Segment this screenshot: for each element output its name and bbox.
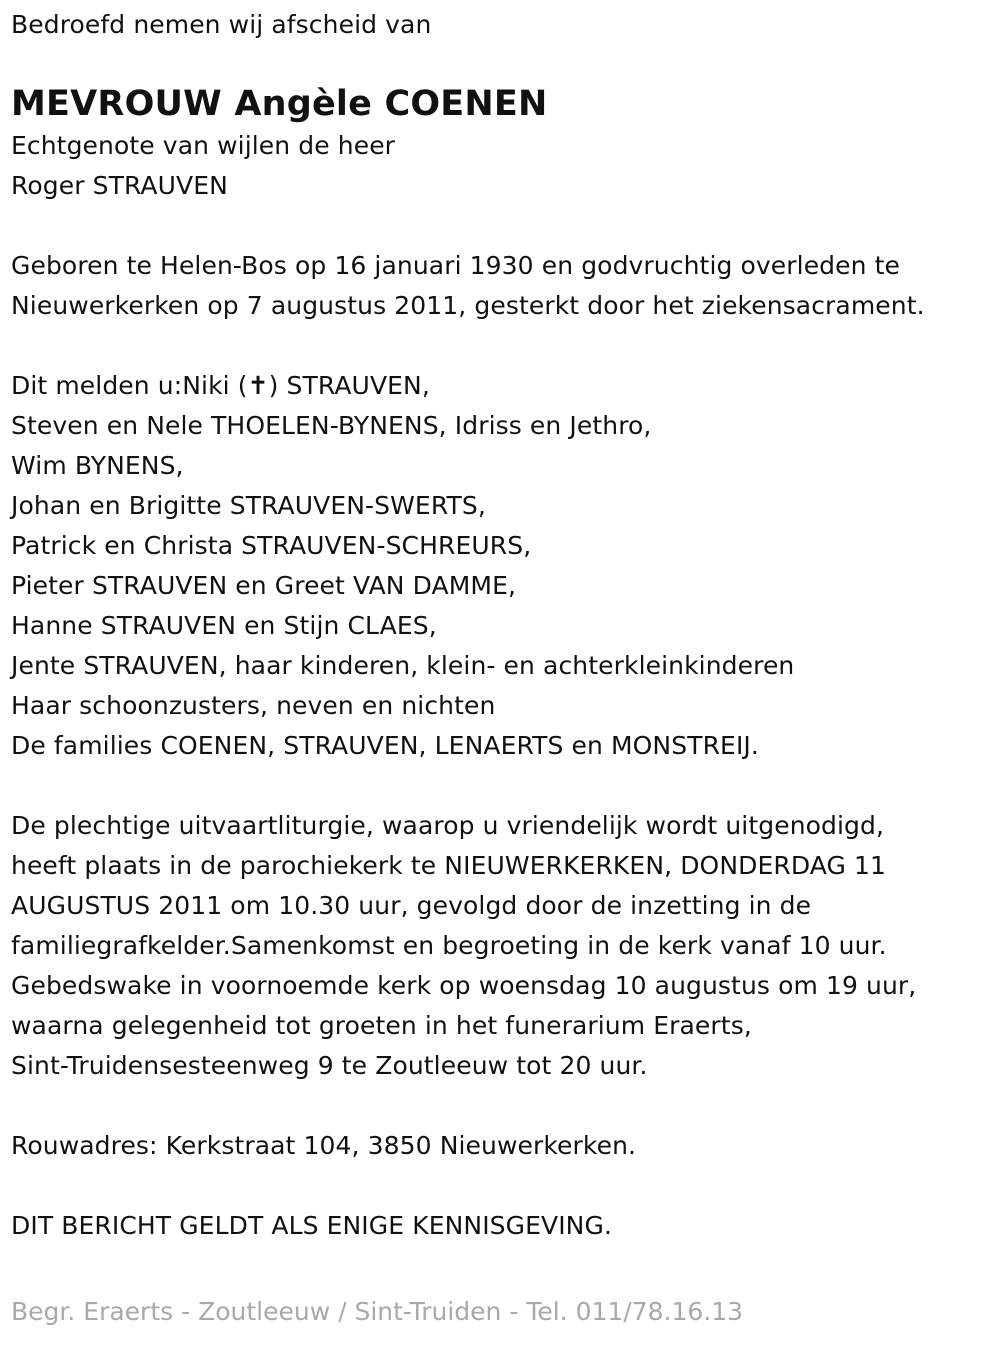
family-line: Haar schoonzusters, neven en nichten — [11, 691, 496, 720]
funeral-line: Sint-Truidensesteenweg 9 te Zoutleeuw tot 20 uur. — [11, 1051, 648, 1080]
spacer — [11, 766, 991, 806]
birth-death-line-2: Nieuwerkerken op 7 augustus 2011, gesterkt door het ziekensacrament. — [11, 291, 925, 320]
funeral-line: Gebedswake in voornoemde kerk op woensdag 10 augustus om 19 uur, — [11, 971, 917, 1000]
spouse-line-1: Echtgenote van wijlen de heer — [11, 131, 396, 160]
funeral-home-footer: Begr. Eraerts - Zoutleeuw / Sint-Truiden - Tel. 011/78.16.13 — [11, 1297, 744, 1326]
family-line: Johan en Brigitte STRAUVEN-SWERTS, — [11, 491, 486, 520]
intro-text: Bedroefd nemen wij afscheid van — [11, 10, 432, 39]
mourning-address: Rouwadres: Kerkstraat 104, 3850 Nieuwerkerken. — [11, 1131, 637, 1160]
family-line: Patrick en Christa STRAUVEN-SCHREURS, — [11, 531, 532, 560]
closing-statement: DIT BERICHT GELDT ALS ENIGE KENNISGEVING. — [11, 1211, 612, 1240]
family-line: Wim BYNENS, — [11, 451, 184, 480]
funeral-line: AUGUSTUS 2011 om 10.30 uur, gevolgd door de inzetting in de — [11, 891, 812, 920]
spacer — [11, 206, 991, 246]
family-line: Pieter STRAUVEN en Greet VAN DAMME, — [11, 571, 517, 600]
deceased-name: MEVROUW Angèle COENEN — [11, 84, 548, 124]
funeral-line: De plechtige uitvaartliturgie, waarop u vriendelijk wordt uitgenodigd, — [11, 811, 885, 840]
spacer — [11, 1166, 991, 1206]
funeral-line: waarna gelegenheid tot groeten in het funerarium Eraerts, — [11, 1011, 752, 1040]
family-line: Jente STRAUVEN, haar kinderen, klein- en achterkleinkinderen — [11, 651, 795, 680]
death-notice — [11, 6, 991, 1246]
family-line: Dit melden u:Niki (✝) STRAUVEN, — [11, 371, 430, 400]
funeral-line: heeft plaats in de parochiekerk te NIEUWERKERKEN, DONDERDAG 11 — [11, 851, 887, 880]
family-line: Steven en Nele THOELEN-BYNENS, Idriss en Jethro, — [11, 411, 652, 440]
spacer — [11, 1086, 991, 1126]
family-line: De families COENEN, STRAUVEN, LENAERTS en MONSTREIJ. — [11, 731, 759, 760]
birth-death-line-1: Geboren te Helen-Bos op 16 januari 1930 en godvruchtig overleden te — [11, 251, 901, 280]
spacer — [11, 326, 991, 366]
funeral-line: familiegrafkelder.Samenkomst en begroeting in de kerk vanaf 10 uur. — [11, 931, 887, 960]
spacer — [11, 44, 991, 82]
spouse-line-2: Roger STRAUVEN — [11, 171, 228, 200]
family-line: Hanne STRAUVEN en Stijn CLAES, — [11, 611, 437, 640]
